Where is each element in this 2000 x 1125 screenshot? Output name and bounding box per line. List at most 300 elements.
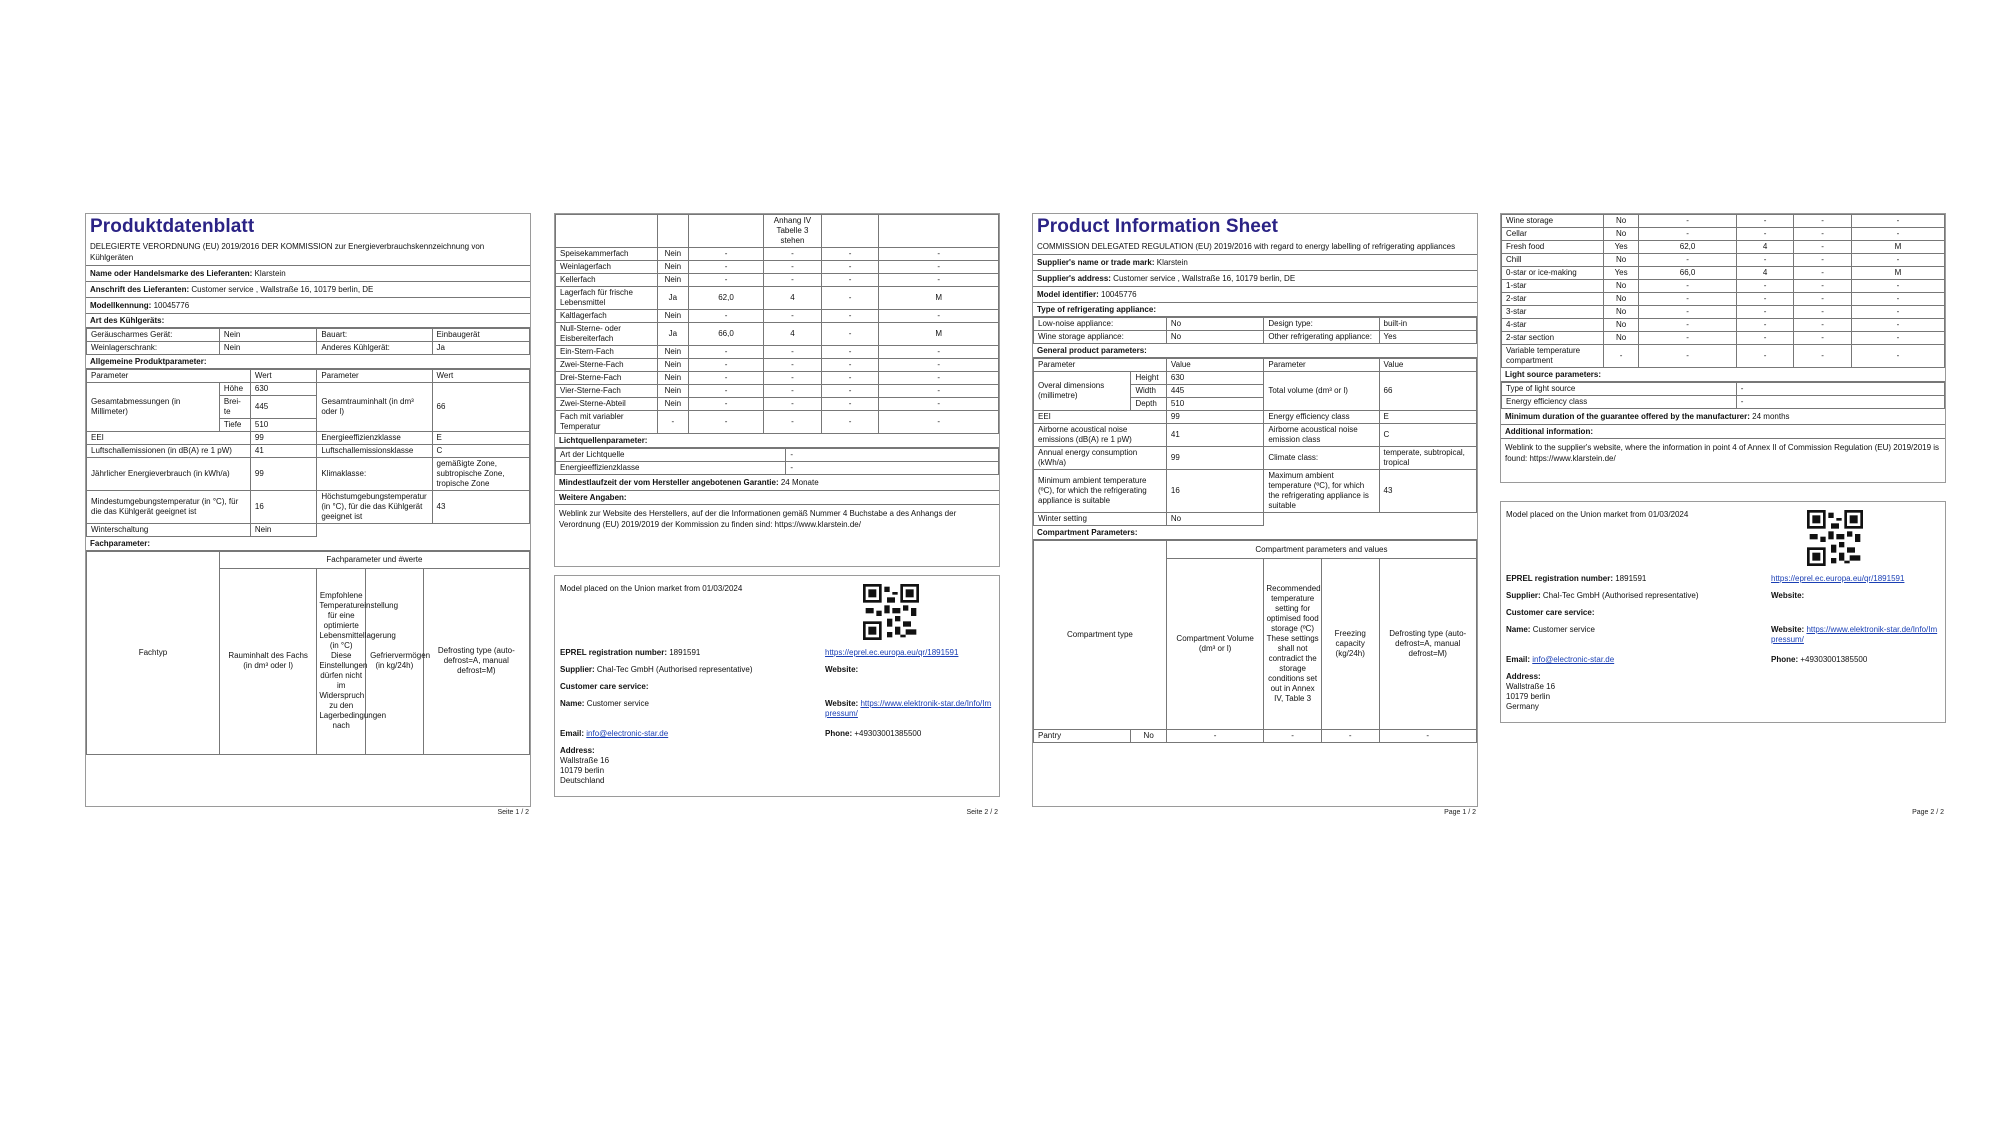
cell: built-in	[1379, 318, 1476, 331]
cell: -	[688, 261, 763, 274]
sheet-frame	[1500, 213, 1946, 483]
guarantee-value: 24 months	[1752, 412, 1790, 421]
cell: -	[688, 385, 763, 398]
address-row	[1033, 271, 1477, 287]
table-row	[1502, 293, 1945, 306]
table-row	[556, 398, 999, 411]
cell: 630	[1166, 372, 1263, 385]
cell: Luftschallemissionen (in dB(A) re 1 pW)	[87, 445, 251, 458]
cell: Freezing capacity (kg/24h)	[1321, 559, 1379, 730]
cell: temperate, subtropical, tropical	[1379, 447, 1476, 470]
cell: No	[1603, 319, 1638, 332]
cell: 630	[250, 383, 316, 396]
cell: -	[764, 261, 822, 274]
phone-label: Phone:	[1771, 655, 1799, 664]
cell: 445	[250, 396, 316, 419]
website-label: Website:	[1771, 591, 1805, 600]
cell: 16	[250, 491, 316, 524]
email-link[interactable]: info@electronic-star.de	[1532, 655, 1615, 664]
cell: Height	[1131, 372, 1166, 385]
phone-label: Phone:	[825, 729, 853, 738]
cell: -	[1639, 228, 1736, 241]
table-row	[556, 248, 999, 261]
cell	[317, 524, 530, 537]
table-row	[556, 359, 999, 372]
cell: Wert	[432, 370, 530, 383]
cell: Lagerfach für frische Lebensmittel	[556, 287, 658, 310]
address-block	[560, 746, 609, 786]
cell: No	[1166, 331, 1263, 344]
cell: -	[764, 274, 822, 287]
address-value: Customer service , Wallstraße 16, 10179 berlin, DE	[191, 285, 374, 294]
cell: -	[786, 449, 999, 462]
sheet-frame	[554, 213, 1000, 567]
table-row	[1502, 306, 1945, 319]
appliance-type-section: Type of refrigerating appliance:	[1033, 303, 1477, 317]
cell: Ja	[432, 342, 529, 355]
cell: E	[432, 432, 530, 445]
cell: Cellar	[1502, 228, 1604, 241]
supplier-label: Supplier's name or trade mark:	[1037, 258, 1155, 267]
table-row	[556, 372, 999, 385]
website-link[interactable]: https://www.elektronik-star.de/Info/Impressum/	[825, 699, 992, 718]
cell: -	[1736, 215, 1794, 228]
sheet-frame	[1032, 213, 1478, 807]
cell: -	[879, 274, 999, 287]
cell: Tiefe	[219, 419, 250, 432]
cell: No	[1603, 254, 1638, 267]
cell: Brei-te	[219, 396, 250, 419]
cell: -	[1639, 280, 1736, 293]
cell: Other refrigerating appliance:	[1264, 331, 1379, 344]
cell: 510	[250, 419, 316, 432]
market-box	[1500, 501, 1946, 723]
cell: -	[1639, 332, 1736, 345]
cell: -	[688, 310, 763, 323]
cell: Wine storage appliance:	[1034, 331, 1167, 344]
phone-row	[1771, 655, 1867, 665]
table-row	[1502, 215, 1945, 228]
table-row	[556, 323, 999, 346]
eprel-value: 1891591	[669, 648, 701, 657]
cell: Rauminhalt des Fachs (in dm³ oder l)	[219, 568, 316, 754]
cell: M	[879, 287, 999, 310]
cell: -	[1736, 332, 1794, 345]
cell: 3-star	[1502, 306, 1604, 319]
cell: -	[821, 261, 879, 274]
cell: Ja	[657, 287, 688, 310]
cell: -	[1851, 280, 1944, 293]
cell: Wine storage	[1502, 215, 1604, 228]
cell: Value	[1166, 359, 1263, 372]
cell: Winter setting	[1034, 513, 1167, 526]
cell: Null-Sterne- oder Eisbereiterfach	[556, 323, 658, 346]
address-label: Address:	[1506, 672, 1541, 681]
compartment-header-table	[1033, 540, 1477, 743]
cell: -	[688, 398, 763, 411]
cell: -	[879, 261, 999, 274]
cell: Einbaugerät	[432, 329, 529, 342]
cell: Yes	[1603, 267, 1638, 280]
cell: 66	[432, 383, 530, 432]
address-block	[1506, 672, 1555, 712]
cell: No	[1603, 332, 1638, 345]
cell: -	[1736, 319, 1794, 332]
light-table	[1501, 382, 1945, 409]
model-row	[1033, 287, 1477, 303]
cell: Recommended temperature setting for optimised food storage (ºC) These settings shall not contradict the storage conditions set out in Annex IV, Table 3	[1264, 559, 1322, 730]
cell: 4-star	[1502, 319, 1604, 332]
info-section: Additional information:	[1501, 425, 1945, 439]
cell: C	[432, 445, 530, 458]
cell: -	[688, 359, 763, 372]
model-value: 10045776	[1101, 290, 1137, 299]
table-row	[1034, 730, 1477, 743]
cell: 41	[1166, 424, 1263, 447]
name-label: Name:	[560, 699, 585, 708]
supplier-row	[86, 265, 530, 282]
table-row	[1502, 345, 1945, 368]
cell: 66	[1379, 372, 1476, 411]
cell: -	[1264, 730, 1322, 743]
cell: 1-star	[1502, 280, 1604, 293]
supplier-value: Klarstein	[1156, 258, 1188, 267]
cell: Nein	[657, 359, 688, 372]
cell: -	[764, 359, 822, 372]
cell: -	[1166, 730, 1263, 743]
address-line: 10179 berlin	[560, 766, 605, 775]
cell: Nein	[657, 261, 688, 274]
cell: -	[1851, 254, 1944, 267]
cell: Nein	[219, 329, 316, 342]
cell: -	[821, 323, 879, 346]
page-title: Produktdatenblatt	[90, 216, 255, 237]
cell: Nein	[657, 398, 688, 411]
general-params-section: Allgemeine Produktparameter:	[86, 355, 530, 369]
cell: -	[786, 462, 999, 475]
cell: -	[1794, 332, 1852, 345]
market-text: Model placed on the Union market from 01/03/2024	[1506, 510, 1689, 519]
compartment-table	[1501, 214, 1945, 368]
website-row	[1771, 625, 1941, 645]
cell: Höhe	[219, 383, 250, 396]
regulation-text: DELEGIERTE VERORDNUNG (EU) 2019/2016 DER KOMMISSION zur Energieverbrauchskennzeichnung von Kühlgeräten	[90, 242, 485, 262]
cell: Type of light source	[1502, 383, 1737, 396]
table-row	[556, 385, 999, 398]
cell: Compartment parameters and values	[1166, 541, 1476, 559]
cell: Airborne acoustical noise emissions (dB(A) re 1 pW)	[1034, 424, 1167, 447]
supplier-value: Chal-Tec GmbH (Authorised representative)	[596, 665, 753, 674]
cell: -	[821, 411, 879, 434]
cell: 16	[1166, 470, 1263, 513]
cell: EEI	[1034, 411, 1167, 424]
cell: -	[821, 287, 879, 310]
weblink-text: Weblink zur Website des Herstellers, auf der die Informationen gemäß Nummer 4 Buchstabe a des Anhangs der Verordnung (EU) 2019/2019 der Kommission zu finden sind: https://www.klarstein.de/	[559, 509, 957, 529]
cell: -	[764, 398, 822, 411]
email-link[interactable]: info@electronic-star.de	[586, 729, 669, 738]
cell: Total volume (dm³ or l)	[1264, 372, 1379, 411]
website-label: Website:	[825, 665, 859, 674]
phone-value: +49303001385500	[854, 729, 922, 738]
cell: Defrosting type (auto-defrost=A, manual defrost=M)	[1379, 559, 1477, 730]
cell: Chill	[1502, 254, 1604, 267]
model-label: Modellkennung:	[90, 301, 152, 310]
cell: 66,0	[688, 323, 763, 346]
cell: Energy efficiency class	[1502, 396, 1737, 409]
cell: Luftschallemissionsklasse	[317, 445, 432, 458]
cell: No	[1603, 280, 1638, 293]
cell: Fresh food	[1502, 241, 1604, 254]
cell: -	[1794, 228, 1852, 241]
cell: Kaltlagerfach	[556, 310, 658, 323]
cell: 4	[1736, 241, 1794, 254]
cell: Nein	[657, 372, 688, 385]
name-value: Customer service	[1532, 625, 1595, 634]
cell: -	[1736, 345, 1794, 368]
compartment-table	[555, 214, 999, 434]
model-value: 10045776	[153, 301, 190, 310]
light-section: Lichtquellenparameter:	[555, 434, 999, 448]
supplier-row	[560, 665, 753, 675]
cell: Anderes Kühlgerät:	[317, 342, 432, 355]
name-row	[560, 699, 649, 709]
cell: 99	[1166, 447, 1263, 470]
cell: -	[821, 274, 879, 287]
model-label: Model identifier:	[1037, 290, 1099, 299]
eprel-link[interactable]: https://eprel.ec.europa.eu/qr/1891591	[825, 648, 959, 657]
cell: Width	[1131, 385, 1166, 398]
cell: Weinlagerfach	[556, 261, 658, 274]
cell: -	[1851, 306, 1944, 319]
cell: Variable temperature compartment	[1502, 345, 1604, 368]
cell: -	[764, 372, 822, 385]
market-text: Model placed on the Union market from 01/03/2024	[560, 584, 743, 593]
cell: 41	[250, 445, 316, 458]
cell: No	[1131, 730, 1166, 743]
cell: 510	[1166, 398, 1263, 411]
cell: 43	[432, 491, 530, 524]
cell: -	[1736, 280, 1794, 293]
cell: Gefriervermögen (in kg/24h)	[366, 568, 424, 754]
cell: Höchstumgebungstemperatur (in °C), für die das Kühlgerät geeignet ist	[317, 491, 432, 524]
website2-label: Website:	[825, 699, 859, 708]
cell: Defrosting type (auto-defrost=A, manual defrost=M)	[423, 568, 529, 754]
info-section: Weitere Angaben:	[555, 491, 999, 505]
cell: -	[1794, 319, 1852, 332]
cell: Vier-Sterne-Fach	[556, 385, 658, 398]
cell: Parameter	[1034, 359, 1167, 372]
cell: Maximum ambient temperature (ºC), for which the refrigerating appliance is suitable	[1264, 470, 1379, 513]
address-line: Wallstraße 16	[560, 756, 610, 765]
cell: Anhang IV Tabelle 3 stehen	[764, 215, 822, 248]
sheet-frame	[85, 213, 531, 807]
cell: No	[1166, 513, 1263, 526]
website2-label: Website:	[1771, 625, 1805, 634]
cell: 4	[764, 287, 822, 310]
market-box	[554, 575, 1000, 797]
cell: -	[1794, 241, 1852, 254]
cell: Compartment Volume (dm³ or l)	[1166, 559, 1263, 730]
cell: 43	[1379, 470, 1476, 513]
cell: No	[1603, 293, 1638, 306]
cell: Gesamtabmessungen (in Millimeter)	[87, 383, 220, 432]
cell: Low-noise appliance:	[1034, 318, 1167, 331]
cell: -	[764, 248, 822, 261]
cell: -	[879, 385, 999, 398]
email-row	[560, 729, 668, 739]
cell: -	[1736, 383, 1944, 396]
regulation-text: COMMISSION DELEGATED REGULATION (EU) 2019/2016 with regard to energy labelling of refrigerating appliances	[1037, 242, 1456, 251]
cell: -	[1851, 319, 1944, 332]
model-row	[86, 298, 530, 314]
cell: Zwei-Sterne-Abteil	[556, 398, 658, 411]
website-link[interactable]: https://www.elektronik-star.de/Info/Impressum/	[1771, 625, 1938, 644]
cell: -	[1851, 215, 1944, 228]
table-row	[1502, 280, 1945, 293]
cell: Klimaklasse:	[317, 458, 432, 491]
cell: -	[879, 359, 999, 372]
care-label: Customer care service:	[1506, 608, 1595, 617]
page-number: Page 2 / 2	[1912, 809, 1944, 816]
cell: No	[1603, 306, 1638, 319]
supplier-label: Name oder Handelsmarke des Lieferanten:	[90, 269, 253, 278]
cell: Wert	[250, 370, 316, 383]
light-table	[555, 448, 999, 475]
cell: Yes	[1379, 331, 1476, 344]
qr-code-icon	[1807, 510, 1863, 566]
cell: 4	[1736, 267, 1794, 280]
compartment-section: Fachparameter:	[86, 537, 530, 551]
cell: Winterschaltung	[87, 524, 251, 537]
cell: -	[1794, 306, 1852, 319]
cell: M	[879, 323, 999, 346]
cell: -	[1736, 306, 1794, 319]
cell: -	[821, 310, 879, 323]
cell: No	[1603, 228, 1638, 241]
cell: Fachtyp	[87, 552, 220, 755]
cell: Nein	[657, 274, 688, 287]
name-row	[1506, 625, 1595, 635]
address-row	[86, 282, 530, 298]
cell: Jährlicher Energieverbrauch (in kWh/a)	[87, 458, 251, 491]
table-row	[556, 261, 999, 274]
cell: 99	[250, 432, 316, 445]
cell: EEI	[87, 432, 251, 445]
table-row	[1502, 228, 1945, 241]
table-row	[1502, 254, 1945, 267]
cell: -	[1851, 228, 1944, 241]
cell: -	[879, 398, 999, 411]
cell: 66,0	[1639, 267, 1736, 280]
cell: -	[1851, 332, 1944, 345]
cell: Pantry	[1034, 730, 1131, 743]
cell: C	[1379, 424, 1476, 447]
phone-value: +49303001385500	[1800, 655, 1868, 664]
cell: M	[1851, 241, 1944, 254]
cell: Kellerfach	[556, 274, 658, 287]
cell: Yes	[1603, 241, 1638, 254]
cell: -	[879, 248, 999, 261]
table-row	[1502, 267, 1945, 280]
cell: -	[821, 346, 879, 359]
cell: No	[1166, 318, 1263, 331]
cell: Compartment type	[1034, 541, 1167, 730]
cell: Nein	[250, 524, 316, 537]
appliance-type-section: Art des Kühlgeräts:	[86, 314, 530, 328]
cell: Mindestumgebungstemperatur (in °C), für die das Kühlgerät geeignet ist	[87, 491, 251, 524]
cell: -	[1603, 345, 1638, 368]
table-row	[1502, 332, 1945, 345]
cell: -	[1736, 254, 1794, 267]
cell: -	[688, 274, 763, 287]
weblink-text: Weblink to the supplier's website, where the information in point 4 of Annex II of Commission Regulation (EU) 2019/2019 is found: https://www.klarstein.de/	[1505, 443, 1940, 463]
supplier-value: Chal-Tec GmbH (Authorised representative)	[1542, 591, 1699, 600]
compartment-section: Compartment Parameters:	[1033, 526, 1477, 540]
cell: -	[1639, 345, 1736, 368]
cell: Weinlagerschrank:	[87, 342, 220, 355]
address-line: Germany	[1506, 702, 1539, 711]
cell: Value	[1379, 359, 1476, 372]
cell: 62,0	[1639, 241, 1736, 254]
cell: Fachparameter und #werte	[219, 552, 529, 569]
cell: Nein	[657, 385, 688, 398]
cell: -	[1639, 254, 1736, 267]
cell: -	[1639, 215, 1736, 228]
address-label: Anschrift des Lieferanten:	[90, 285, 190, 294]
cell: 2-star section	[1502, 332, 1604, 345]
cell: Parameter	[1264, 359, 1379, 372]
supplier-row	[1506, 591, 1699, 601]
guarantee-label: Minimum duration of the guarantee offered by the manufacturer:	[1505, 412, 1750, 421]
cell: -	[1639, 319, 1736, 332]
cell: Nein	[657, 310, 688, 323]
cell: Fach mit variabler Temperatur	[556, 411, 658, 434]
cell: Zwei-Sterne-Fach	[556, 359, 658, 372]
general-params-table	[1033, 358, 1477, 526]
cell: 99	[1166, 411, 1263, 424]
name-label: Name:	[1506, 625, 1531, 634]
cell: Design type:	[1264, 318, 1379, 331]
cell: 0-star or ice-making	[1502, 267, 1604, 280]
cell: -	[657, 411, 688, 434]
cell: Overal dimensions (millimetre)	[1034, 372, 1131, 411]
eprel-label: EPREL registration number:	[1506, 574, 1613, 583]
table-row	[556, 346, 999, 359]
cell: -	[688, 248, 763, 261]
page-title: Product Information Sheet	[1037, 216, 1279, 237]
cell: Speisekammerfach	[556, 248, 658, 261]
qr-code-icon	[863, 584, 919, 640]
eprel-row	[560, 648, 700, 658]
cell: -	[879, 411, 999, 434]
eprel-link[interactable]: https://eprel.ec.europa.eu/qr/1891591	[1771, 574, 1905, 583]
guarantee-value: 24 Monate	[780, 478, 819, 487]
cell	[1264, 513, 1477, 526]
cell: No	[1603, 215, 1638, 228]
cell: Energy efficiency class	[1264, 411, 1379, 424]
cell: -	[879, 346, 999, 359]
cell: Parameter	[317, 370, 432, 383]
cell: Parameter	[87, 370, 251, 383]
page-number: Page 1 / 2	[1444, 809, 1476, 816]
cell: Energieeffizienzklasse	[556, 462, 786, 475]
cell: Drei-Sterne-Fach	[556, 372, 658, 385]
table-row	[556, 274, 999, 287]
cell: -	[821, 248, 879, 261]
light-section: Light source parameters:	[1501, 368, 1945, 382]
cell: Gesamtrauminhalt (in dm³ oder l)	[317, 383, 432, 432]
page-number: Seite 1 / 2	[497, 809, 529, 816]
